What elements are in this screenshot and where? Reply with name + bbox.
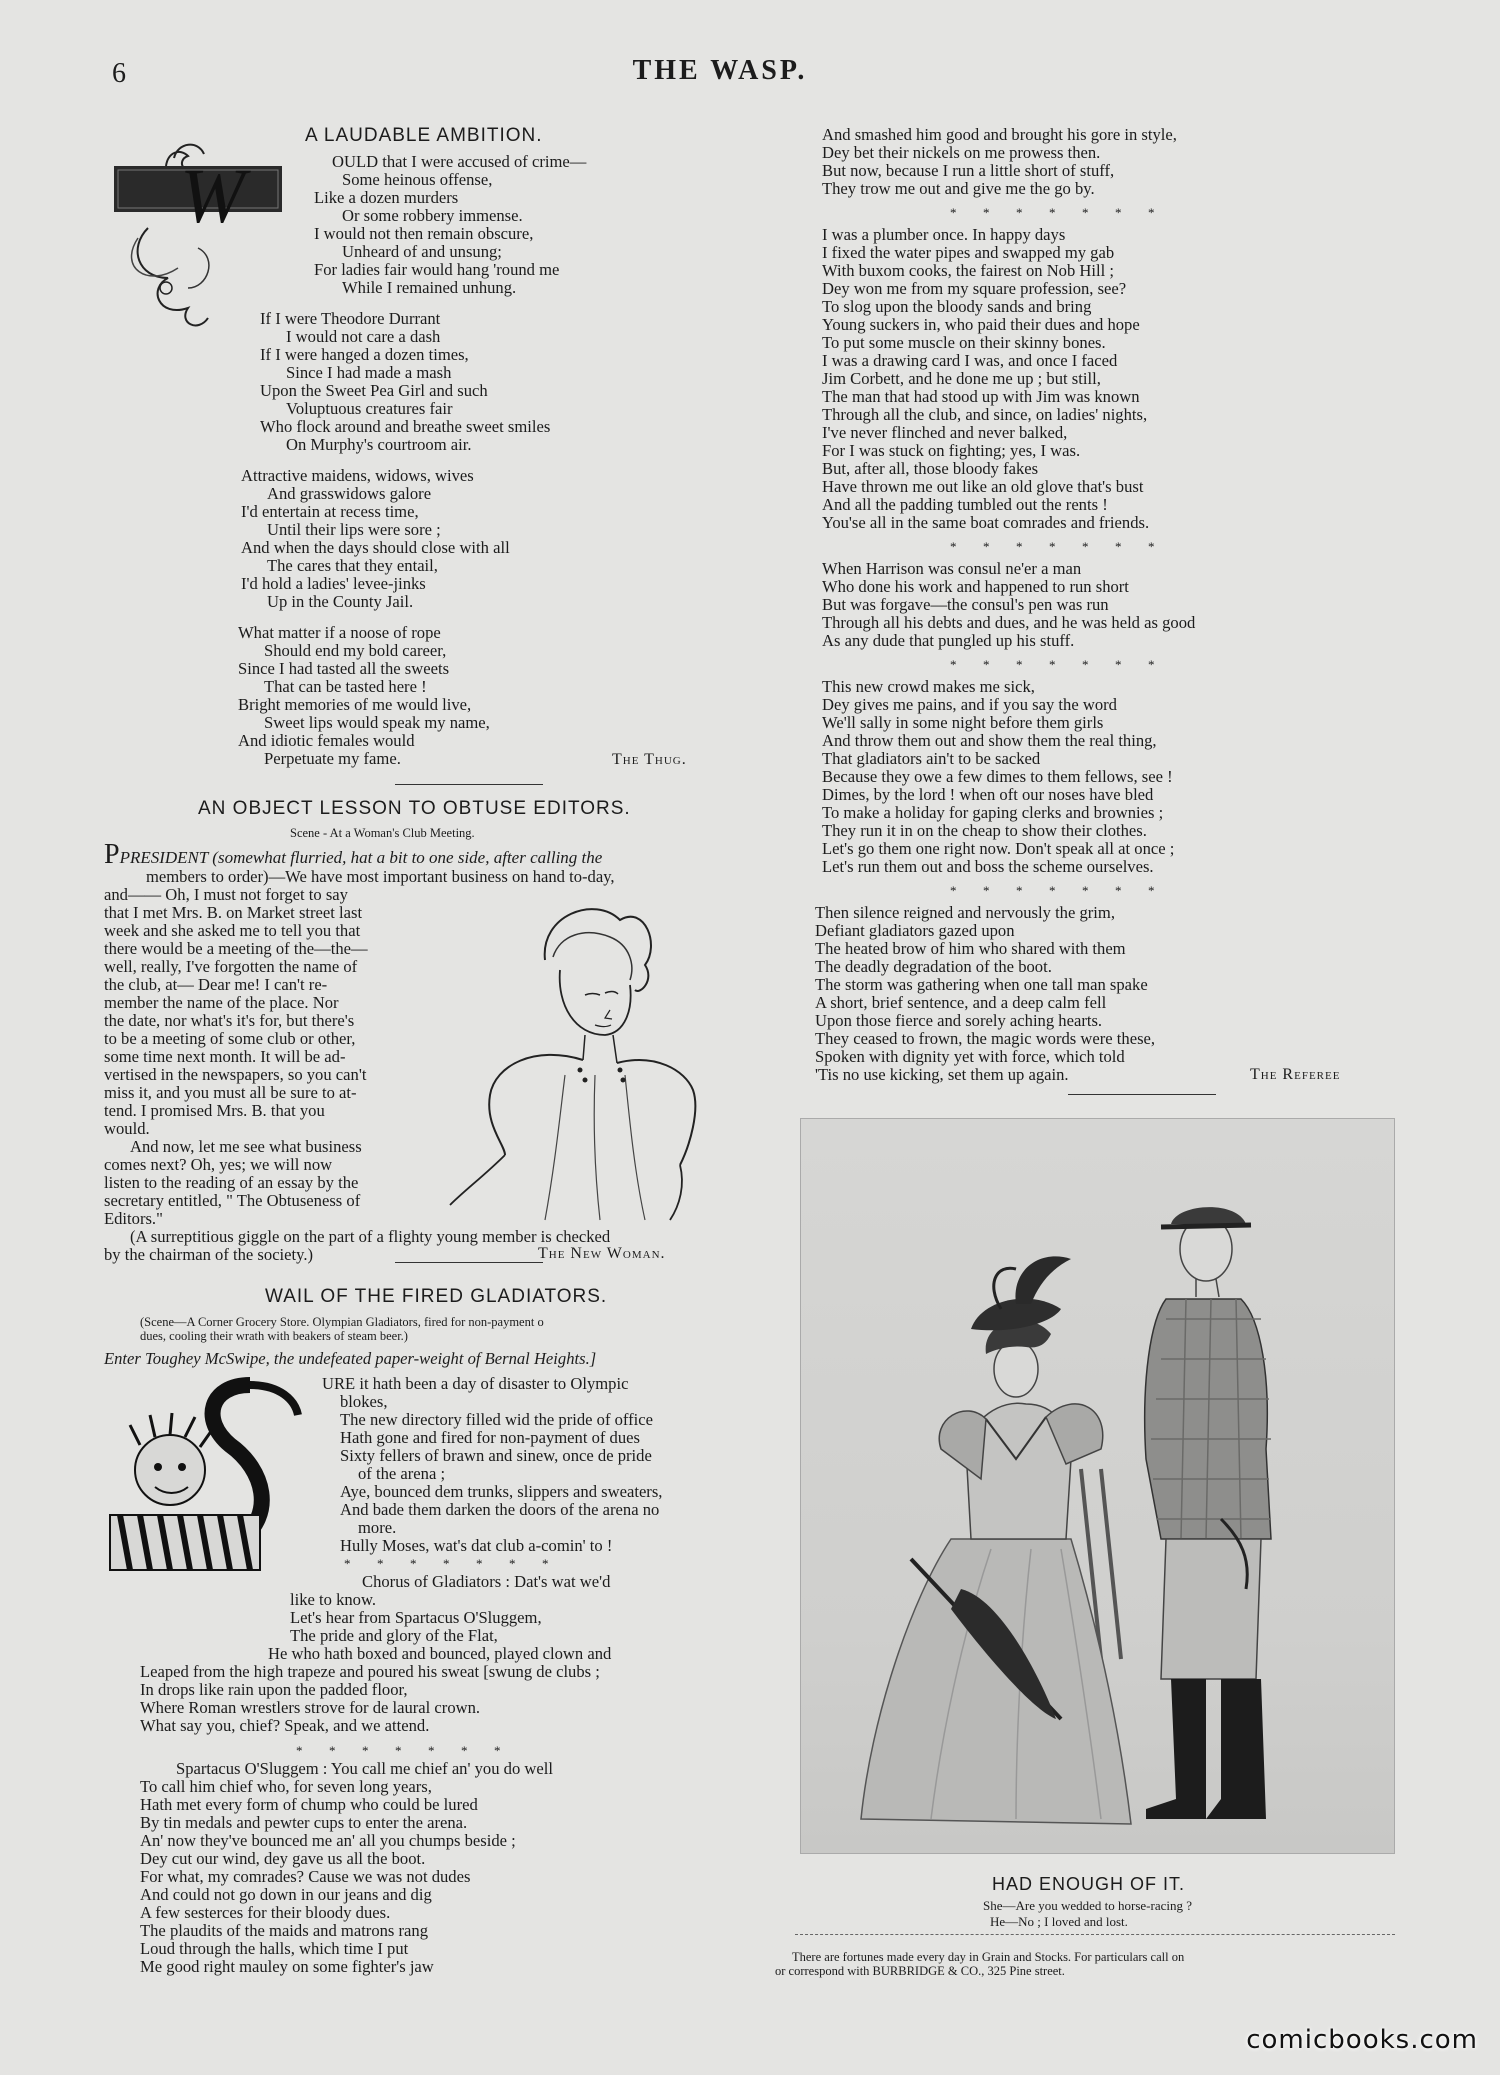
ambition-stanza-4: What matter if a noose of rope Should end my bold career, Since I had tasted all the sweets That can be tasted here ! Bright memories of me would live, Sweet lips would speak my name, And idiotic females would Perpetuate my fame. bbox=[238, 623, 490, 768]
star-separator: * * * * * * * bbox=[950, 657, 1156, 672]
object-lesson-scene: Scene - At a Woman's Club Meeting. bbox=[290, 826, 475, 840]
star-separator: * * * * * * * bbox=[950, 883, 1156, 898]
right-block-1: And smashed him good and brought his gore in style, Dey bet their nickels on me prowess then. But now, because I run a little short of stuff, They trow me out and give me the go by. bbox=[822, 125, 1177, 198]
section-divider bbox=[1068, 1094, 1216, 1095]
ambition-stanza-1: OULD that I were accused of crime— Some heinous offense, Like a dozen murders Or some robbery immense. I would not then remain obscure, Unheard of and unsung; For ladies fair would hang 'round me While I remained unhung. bbox=[314, 152, 587, 297]
page-number: 6 bbox=[112, 58, 126, 89]
object-lesson-body: members to order)—We have most important business on hand to-day, and—— Oh, I must not forget to say that I met Mrs. B. on Market street last week and she asked me to tell you that there would be a meeting of the—the— well, really, I've forgotten the name of the club, at— Dear me! I can't re- member the name of the place. Nor the date, nor what's it's for, but there's to be a meeting of some club or other, some time next month. It will be ad- vertised in the newspapers, so you can't miss it, and you must all be sure to at- tend. I promised Mrs. B. that you would. And now, let me see what business comes next? Oh, yes; we will now listen to the reading of an essay by the secretary entitled, " The Obtuseness of Editors." (A surreptitious giggle on the part of a flighty young member is checked by the chairman of the society.) bbox=[104, 867, 615, 1264]
ambition-stanza-3: Attractive maidens, widows, wives And grasswidows galore I'd entertain at recess time, Until their lips were sore ; And when the days should close with all The cares that they entail, I'd hold a ladies' levee-jinks Up in the County Jail. bbox=[241, 466, 510, 611]
star-separator: * * * * * * * bbox=[950, 539, 1156, 554]
masthead: THE WASP. bbox=[632, 55, 808, 86]
illustration-caption: HAD ENOUGH OF IT. bbox=[992, 1874, 1186, 1894]
watermark: comicbooks.com bbox=[1246, 2025, 1478, 2055]
couple-illustration bbox=[800, 1118, 1395, 1854]
right-block-2: I was a plumber once. In happy days I fixed the water pipes and swapped my gab With buxom cooks, the fairest on Nob Hill ; Dey won me from my square profession, see? To slog upon the bloody sands and bring Young suckers in, who paid their dues and hope To put some muscle on their skinny bones. I was a drawing card I was, and once I faced Jim Corbett, and he done me up ; but still, The man that had stood up with Jim was known Through all the club, and since, on ladies' nights, I've never flinched and never balked, For I was stuck on fighting; yes, I was. But, after all, those bloody fakes Have thrown me out like an old glove that's bust And all the padding tumbled out the rents ! You'se all in the same boat comrades and friends. bbox=[822, 225, 1150, 532]
object-lesson-first-line: PPRESIDENT (somewhat flurried, hat a bit to one side, after calling the bbox=[104, 839, 603, 870]
ambition-signature: The Thug. bbox=[612, 751, 687, 768]
caption-he-line: He—No ; I loved and lost. bbox=[990, 1914, 1128, 1929]
wail-chorus: Chorus of Gladiators : Dat's wat we'd like to know. Let's hear from Spartacus O'Sluggem, The pride and glory of the Flat, He who hath boxed and bounced, played clown and Leaped from the high trapeze and poured his sweat [swung de clubs ; In drops like rain upon the padded floor, Where Roman wrestlers strove for de laural crown. What say you, chief? Speak, and we attend. bbox=[140, 1572, 612, 1735]
decorative-initial-s-icon bbox=[100, 1375, 325, 1585]
object-lesson-title: AN OBJECT LESSON TO OBTUSE EDITORS. bbox=[198, 798, 631, 819]
wail-scene-line-2: dues, cooling their wrath with beakers of steam beer.) bbox=[140, 1329, 408, 1343]
ambition-title: A LAUDABLE AMBITION. bbox=[305, 125, 543, 146]
section-divider bbox=[395, 1262, 543, 1263]
notice-line-1: There are fortunes made every day in Grain and Stocks. For particulars call on bbox=[792, 1950, 1185, 1964]
section-divider bbox=[395, 784, 543, 785]
right-block-3: When Harrison was consul ne'er a man Who done his work and happened to run short But was forgave—the consul's pen was run Through all his debts and dues, and he was held as good As any dude that pungled up his stuff. bbox=[822, 559, 1196, 650]
star-separator: * * * * * * * bbox=[296, 1743, 502, 1758]
wail-title: WAIL OF THE FIRED GLADIATORS. bbox=[265, 1286, 608, 1307]
new-woman-illustration bbox=[445, 885, 745, 1225]
wail-scene-line-1: (Scene—A Corner Grocery Store. Olympian Gladiators, fired for non-payment o bbox=[140, 1315, 544, 1329]
notice-line-2: or correspond with BURBRIDGE & CO., 325 Pine street. bbox=[775, 1964, 1065, 1978]
ambition-stanza-2: If I were Theodore Durrant I would not care a dash If I were hanged a dozen times, Since I had made a mash Upon the Sweet Pea Girl and such Voluptuous creatures fair Who flock around and breathe sweet smiles On Murphy's courtroom air. bbox=[260, 309, 551, 454]
object-lesson-signature: The New Woman. bbox=[538, 1245, 666, 1262]
wail-spartacus: Spartacus O'Sluggem : You call me chief an' you do well To call him chief who, for seven long years, Hath met every form of chump who could be lured By tin medals and pewter cups to enter the arena. An' now they've bounced me an' all you chumps beside ; Dey cut our wind, dey gave us all the boot. For what, my comrades? Cause we was not dudes And could not go down in our jeans and dig A few sesterces for their bloody dues. The plaudits of the maids and matrons rang Loud through the halls, which time I put Me good right mauley on some fighter's jaw bbox=[140, 1759, 553, 1976]
star-separator: * * * * * * * bbox=[950, 205, 1156, 220]
wail-enter-line: Enter Toughey McSwipe, the undefeated paper-weight of Bernal Heights.] bbox=[104, 1349, 597, 1368]
svg-text:W: W bbox=[180, 152, 245, 239]
right-block-4: This new crowd makes me sick, Dey gives me pains, and if you say the word We'll sally in some night before them girls And throw them out and show them the real thing, That gladiators ain't to be sacked Because they owe a few dimes to them fellows, see ! Dimes, by the lord ! when oft our noses have bled To make a holiday for gaping clerks and brownies ; They run it in on the cheap to show their clothes. Let's go them one right now. Don't speak all at once ; Let's run them out and boss the scheme ourselves. bbox=[822, 677, 1175, 876]
right-signature: The Referee bbox=[1250, 1066, 1341, 1083]
star-separator: * * * * * * * bbox=[344, 1556, 550, 1571]
section-divider bbox=[795, 1934, 1395, 1935]
wail-verse-1: URE it hath been a day of disaster to Olympic blokes, The new directory filled wid the pride of office Hath gone and fired for non-payment of dues Sixty fellers of brawn and sinew, once de pride of the arena ; Aye, bounced dem trunks, slippers and sweaters, And bade them darken the doors of the arena no more. Hully Moses, wat's dat club a-comin' to ! bbox=[322, 1374, 663, 1555]
decorative-initial-w-icon bbox=[108, 138, 288, 338]
right-block-5: Then silence reigned and nervously the grim, Defiant gladiators gazed upon The heated brow of him who shared with them The deadly degradation of the boot. The storm was gathering when one tall man spake A short, brief sentence, and a deep calm fell Upon those fierce and sorely aching hearts. They ceased to frown, the magic words were these, Spoken with dignity yet with force, which told 'Tis no use kicking, set them up again. bbox=[815, 903, 1156, 1084]
caption-she-line: She—Are you wedded to horse-racing ? bbox=[983, 1898, 1193, 1913]
